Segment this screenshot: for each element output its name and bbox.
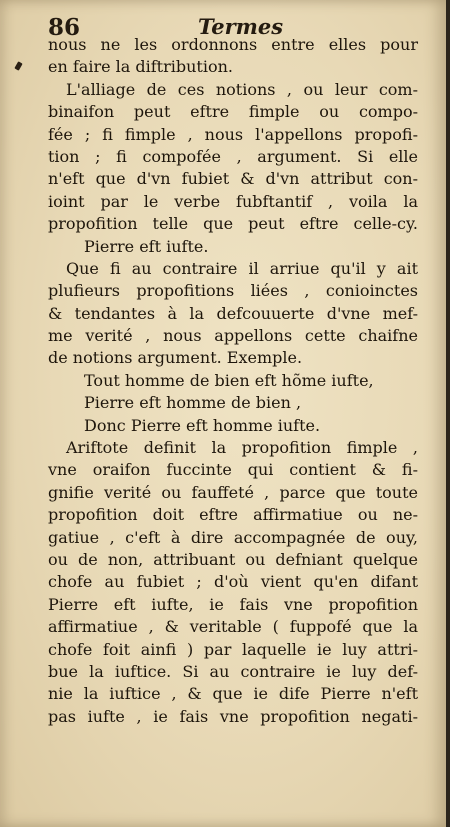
text-line: chofe au fubiet ; d'où vient qu'en difant <box>48 572 418 592</box>
text-line: de notions argument. Exemple. <box>48 348 303 368</box>
text-line: bue la iuftice. Si au contraire ie luy def- <box>48 661 418 681</box>
text-line: chofe foit ainfi ) par laquelle ie luy attri- <box>48 639 418 659</box>
paragraph-start-line: L'alliage de ces notions , ou leur com- <box>66 79 418 99</box>
text-line: nie la iuftice , & que ie dife Pierre n'eft <box>48 684 418 704</box>
text-line: en faire la diftribution. <box>48 57 233 77</box>
running-head: Termes <box>198 14 284 39</box>
page-edge <box>446 0 450 827</box>
example-line: Tout homme de bien eft hõme iufte, <box>84 370 374 390</box>
example-line: Pierre eft homme de bien , <box>84 393 302 413</box>
text-line: propofition telle que peut eftre celle-cy. <box>48 214 418 234</box>
paragraph-start-line: Ariftote definit la propofition fimple , <box>66 438 418 458</box>
example-line: Donc Pierre eft homme iufte. <box>84 415 321 435</box>
text-line: me verité , nous appellons cette chaifne <box>48 326 418 346</box>
text-line: Pierre eft iufte, ie fais vne propofition <box>48 594 418 614</box>
text-line: tion ; fi compofée , argument. Si elle <box>48 146 418 166</box>
text-line: ioint par le verbe fubftantif , voila la <box>48 191 418 211</box>
text-line: propofition doit eftre affirmatiue ou ne- <box>48 505 418 525</box>
text-line: pas iufte , ie fais vne propofition negati- <box>48 706 418 726</box>
text-line: gatiue , c'eft à dire accompagnée de ouy, <box>48 527 418 547</box>
page-number: 86 <box>48 14 81 41</box>
ink-mark <box>14 61 22 70</box>
text-line: n'eft que d'vn fubiet & d'vn attribut con- <box>48 169 418 189</box>
text-line: affirmatiue , & veritable ( fuppofé que la <box>48 617 418 637</box>
text-line: vne oraifon fuccinte qui contient & fi- <box>48 460 418 480</box>
text-line: gnifie verité ou fauffeté , parce que toute <box>48 482 418 502</box>
text-line: ou de non, attribuant ou defniant quelque <box>48 549 418 569</box>
text-line: fée ; fi fimple , nous l'appellons propofi- <box>48 124 418 144</box>
text-line: & tendantes à la defcouuerte d'vne mef- <box>48 303 418 323</box>
text-line: plufieurs propofitions liées , conioinctes <box>48 281 418 301</box>
text-line: nous ne les ordonnons entre elles pour <box>48 35 418 54</box>
paragraph-start-line: Que fi au contraire il arriue qu'il y ait <box>66 258 418 278</box>
example-line: Pierre eft iufte. <box>84 236 209 256</box>
text-line: binaifon peut eftre fimple ou compo- <box>48 102 418 122</box>
body-text <box>48 34 418 728</box>
